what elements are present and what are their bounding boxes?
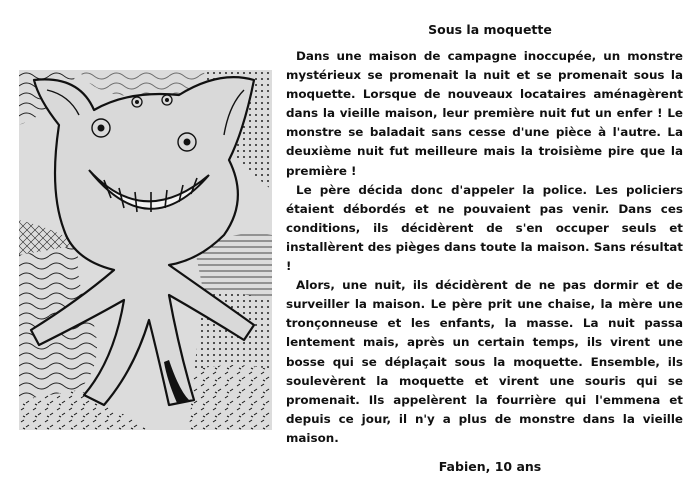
story-paragraph: Le père décida donc d'appeler la police. Les policiers étaient débordés et ne pouvaient pas venir. Dans ces conditions, ils décidèrent de s'en occuper seuls et installèrent des pièges dans toute la maison. Sans résultat ! bbox=[286, 182, 683, 274]
monster-drawing bbox=[19, 70, 272, 430]
monster-drawing-svg bbox=[19, 70, 272, 430]
story-title: Sous la moquette bbox=[428, 22, 552, 37]
story-paragraph: Dans une maison de campagne inoccupée, un monstre mystérieux se promenait la nuit et se promenait sous la moquette. Lorsque de nouveaux locataires aménagèrent dans la vieille maison, leur première nuit fut un enfer ! Le monstre se baladait sans cesse d'une pièce à l'autre. La deuxième nuit fut meilleure mais la troisième pire que la première ! bbox=[286, 49, 683, 178]
author-signature: Fabien, 10 ans bbox=[438, 459, 542, 474]
story-paragraph: Alors, une nuit, ils décidèrent de ne pas dormir et de surveiller la maison. Le père prit une chaise, la mère une tronçonneuse et les enfants, la masse. La nuit passa lentement mais, après un certain temps, ils virent une bosse qui se déplaçait sous la moquette. Ensemble, ils soulevèrent la moquette et virent une souris qui se promenait. Ils appelèrent la fourrière qui l'emmena et depuis ce jour, il n'y a plus de monstre dans la vieille maison. bbox=[286, 278, 683, 445]
story-text bbox=[286, 47, 683, 448]
pattern-region bbox=[189, 365, 272, 430]
